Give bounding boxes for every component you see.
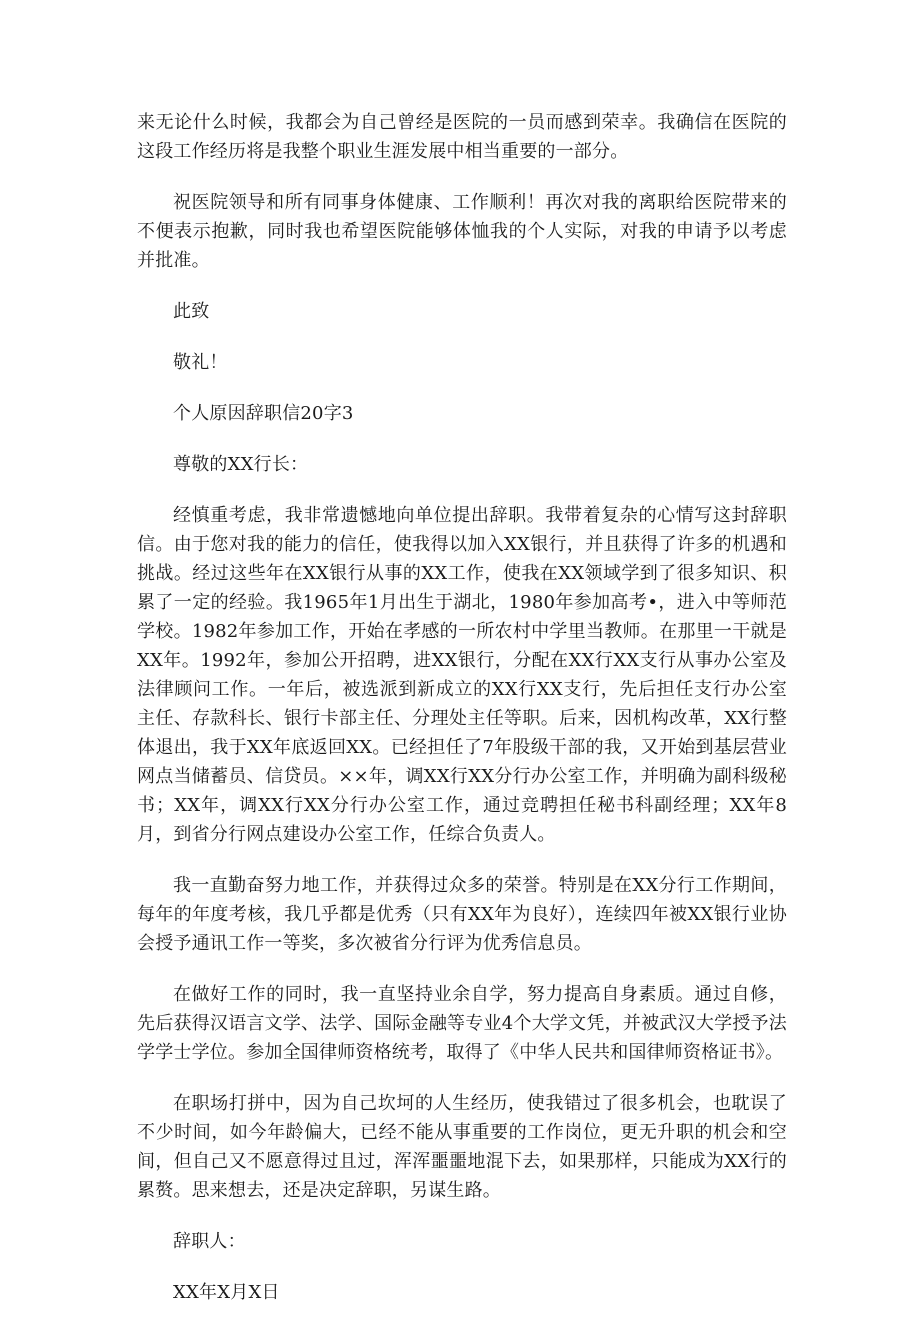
paragraph-1: 经慎重考虑，我非常遗憾地向单位提出辞职。我带着复杂的心情写这封辞职信。由于您对我的能力的信任，使我得以加入XX银行，并且获得了许多的机遇和挑战。经过这些年在XX银行从事的XX工作，使我在XX领域学到了很多知识、积累了一定的经验。我1965年1月出生于湖北，1980年参加高考•，进入中等师范学校。1982年参加工作，开始在孝感的一所农村中学里当教师。在那里一干就是XX年。1992年，参加公开招聘，进XX银行，分配在XX行XX支行从事办公室及法律顾问工作。一年后，被选派到新成立的XX行XX支行，先后担任支行办公室主任、存款科长、银行卡部主任、分理处主任等职。后来，因机构改革，XX行整体退出，我于XX年底返回XX。已经担任了7年股级干部的我，又开始到基层营业网点当储蓄员、信贷员。××年，调XX行XX分行办公室工作，并明确为副科级秘书；XX年，调XX行XX分行办公室工作，通过竞聘担任秘书科副经理；XX年8月，到省分行网点建设办公室工作，任综合负责人。 (137, 505, 787, 845)
paragraph-4: 在职场打拼中，因为自己坎坷的人生经历，使我错过了很多机会，也耽误了不少时间，如今年龄偏大，已经不能从事重要的工作岗位，更无升职的机会和空间，但自己又不愿意得过且过，浑浑噩噩地混下去，如果那样，只能成为XX行的累赘。思来想去，还是决定辞职，另谋生路。 (137, 1093, 787, 1201)
paragraph-wishes: 祝医院领导和所有同事身体健康、工作顺利！再次对我的离职给医院带来的不便表示抱歉，同时我也希望医院能够体恤我的个人实际，对我的申请予以考虑并批准。 (137, 192, 787, 271)
paragraph-2: 我一直勤奋努力地工作，并获得过众多的荣誉。特别是在XX分行工作期间，每年的年度考核，我几乎都是优秀（只有XX年为良好），连续四年被XX银行业协会授予通讯工作一等奖，多次被省分行评为优秀信息员。 (137, 875, 787, 954)
paragraph-intro-continued: 来无论什么时候，我都会为自己曾经是医院的一员而感到荣幸。我确信在医院的这段工作经历将是我整个职业生涯发展中相当重要的一部分。 (137, 112, 787, 162)
letter-body (137, 108, 787, 1329)
section-title: 个人原因辞职信20字3 (173, 403, 354, 424)
salutation: 尊敬的XX行长： (173, 454, 309, 475)
closing-line-2: 敬礼！ (173, 352, 228, 373)
paragraph-3: 在做好工作的同时，我一直坚持业余自学，努力提高自身素质。通过自修，先后获得汉语言文学、法学、国际金融等专业4个大学文凭，并被武汉大学授予法学学士学位。参加全国律师资格统考，取得了《中华人民共和国律师资格证书》。 (137, 984, 787, 1063)
closing-line-1: 此致 (173, 301, 210, 322)
date-line: XX年X月X日 (173, 1282, 280, 1303)
signature-label: 辞职人： (173, 1231, 246, 1252)
